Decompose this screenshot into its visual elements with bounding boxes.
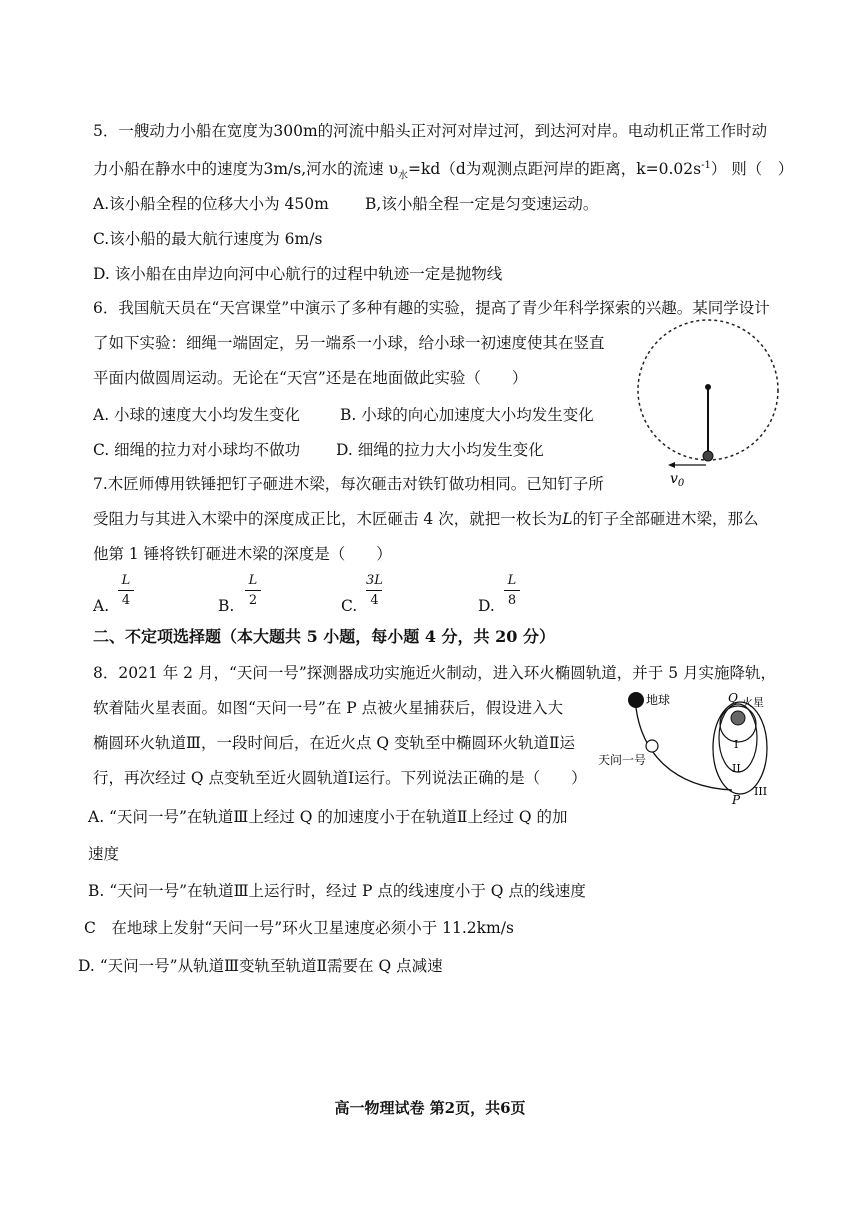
mars-label: 火星 (742, 696, 764, 709)
q7-option-a-letter: A. (93, 597, 110, 615)
q6-circle-figure (630, 315, 790, 495)
q6-v0-label: $v_0$ (670, 471, 685, 489)
q7-option-d-num: L (507, 573, 517, 588)
q7-option-b-fraction (245, 573, 261, 608)
q7-option-c-letter: C. (341, 597, 358, 615)
q6-line-3: 平面内做圆周运动。无论在“天宫”还是在地面做此实验（ ） (93, 369, 528, 387)
q5-line-2b: =kd（d为观测点距河岸的距离，k=0.02s (408, 160, 702, 179)
q5-option-a: A.该小船全程的位移大小为 450m (93, 195, 329, 213)
q7-line-1: 7.木匠师傅用铁锤把钉子砸进木梁，每次砸击对铁钉做功相同。已知钉子所 (93, 475, 604, 493)
q6-line-2: 了如下实验：细绳一端固定，另一端系一小球，给小球一初速度使其在竖直 (93, 334, 605, 352)
q6-line-1: 6．我国航天员在“天宫课堂”中演示了多种有趣的实验，提高了青少年科学探索的兴趣。某同学设计 (93, 299, 770, 317)
q7-option-d-fraction (504, 573, 520, 608)
q8-line-1: 8．2021 年 2 月，“天问一号”探测器成功实施近火制动，进入环火椭圆轨道，并于 5 月实施降轨， (93, 664, 777, 682)
q8-option-b: B. “天问一号”在轨道Ⅲ上运行时，经过 P 点的线速度小于 Q 点的线速度 (88, 882, 586, 900)
earth-label: 地球 (646, 693, 671, 707)
q6-velocity-arrowhead (668, 462, 675, 468)
q7-option-a-num: L (121, 573, 131, 588)
earth-icon (628, 692, 644, 708)
q8-option-a-line-2: 速度 (88, 845, 120, 863)
q8-line-4: 行，再次经过 Q 点变轨至近火圆轨道Ⅰ运行。下列说法正确的是（ ） (93, 769, 587, 787)
q8-option-c: C 在地球上发射“天问一号”环火卫星速度必须小于 11.2km/s (84, 919, 514, 937)
q5-option-d: D. 该小船在由岸边向河中心航行的过程中轨迹一定是抛物线 (93, 265, 503, 283)
q7-line-3: 他第 1 锤将铁钉砸进木梁的深度是（ ） (93, 545, 392, 563)
q7-option-b-num: L (248, 573, 258, 588)
probe-icon (646, 740, 658, 752)
q7-line-2b: 的钉子全部砸进木梁，那么 (572, 510, 759, 528)
point-P-label: P (732, 793, 741, 807)
q7-line-2a: 受阻力与其进入木梁中的深度成正比，木匠砸击 4 次，就把一枚长为 (93, 510, 563, 528)
q7-length-variable: L (562, 510, 573, 528)
q5-option-b: B,该小船全程一定是匀变速运动。 (365, 195, 599, 213)
q5-unit-superscript: -1 (701, 160, 711, 171)
q5-flow-subscript: 水 (398, 170, 409, 182)
q7-option-c-fraction (366, 573, 383, 608)
orbit-III-label: III (754, 785, 768, 798)
point-Q-label: Q (728, 691, 738, 705)
q6-ball (703, 451, 713, 461)
q7-line-2 (93, 509, 759, 529)
q7-option-d-den: 8 (507, 593, 517, 608)
q8-option-d: D. “天问一号”从轨道Ⅲ变轨至轨道Ⅱ需要在 Q 点减速 (78, 957, 443, 975)
q7-option-a-den: 4 (121, 593, 131, 608)
q5-option-c: C.该小船的最大航行速度为 6m/s (93, 230, 323, 248)
section-2-title: 二、不定项选择题（本大题共 5 小题，每小题 4 分，共 20 分） (93, 627, 555, 646)
q7-option-a-fraction (118, 573, 134, 608)
q7-option-c-num: 3L (366, 573, 383, 588)
q6-option-a: A. 小球的速度大小均发生变化 (93, 406, 301, 424)
mars-icon (731, 711, 745, 725)
orbit-I-label: I (734, 738, 739, 751)
page-footer: 高一物理试卷 第2页，共6页 (334, 1099, 526, 1117)
q8-line-3: 椭圆环火轨道Ⅲ，一段时间后，在近火点 Q 变轨至中椭圆环火轨道Ⅱ运 (93, 734, 576, 752)
q8-option-a-line-1: A. “天问一号”在轨道Ⅲ上经过 Q 的加速度小于在轨道Ⅱ上经过 Q 的加 (88, 808, 568, 826)
q5-line-1: 5．一艘动力小船在宽度为300m的河流中船头正对河对岸过河，到达河对岸。电动机正常工作时动 (93, 122, 768, 140)
q7-option-b-letter: B. (218, 597, 235, 615)
q7-option-d-letter: D. (478, 597, 495, 615)
orbit-II-label: II (732, 762, 741, 775)
q8-line-2: 软着陆火星表面。如图“天问一号”在 P 点被火星捕获后，假设进入大 (93, 699, 564, 717)
q5-line-2a: 力小船在静水中的速度为3m/s,河水的流速 υ (93, 160, 399, 179)
q8-orbit-figure (592, 682, 792, 812)
q7-option-c-den: 4 (370, 593, 379, 608)
probe-label: 天问一号 (598, 753, 647, 767)
q6-option-d: D. 细绳的拉力大小均发生变化 (336, 441, 544, 459)
q6-option-b: B. 小球的向心加速度大小均发生变化 (340, 406, 594, 424)
q6-option-c: C. 细绳的拉力对小球均不做功 (93, 441, 301, 459)
q7-option-b-den: 2 (248, 593, 258, 608)
q5-line-2 (93, 156, 793, 186)
q5-line-2c: ） 则（ ） (710, 160, 794, 179)
